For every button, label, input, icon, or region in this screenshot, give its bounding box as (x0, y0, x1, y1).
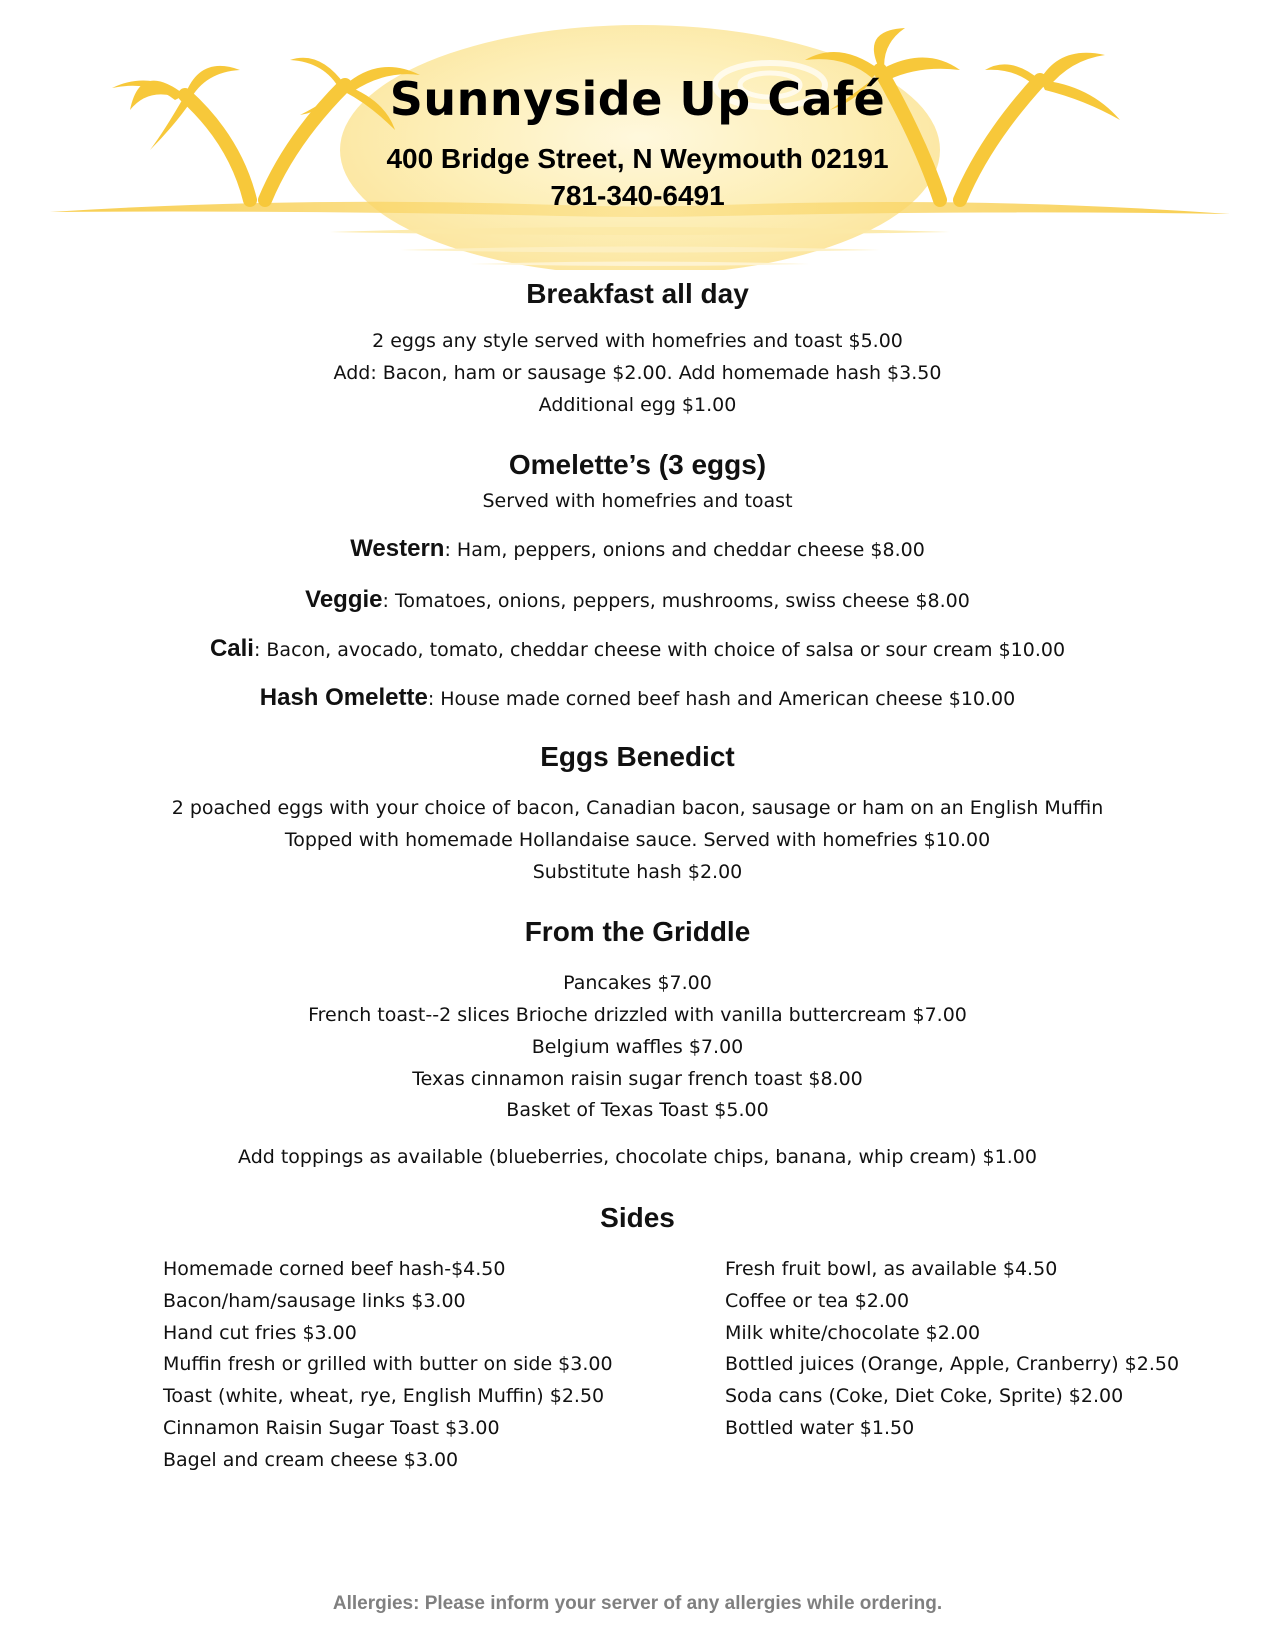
omelette-item (0, 535, 1275, 563)
omelette-name: Veggie (305, 586, 383, 613)
benedict-line: 2 poached eggs with your choice of bacon, Canadian bacon, sausage or ham on an English Muffin (171, 797, 1104, 819)
omelette-desc: : Bacon, avocado, tomato, cheddar cheese with choice of salsa or sour cream $10.00 (253, 639, 1066, 661)
side-item: Hand cut fries $3.00 (163, 1322, 357, 1344)
side-item: Cinnamon Raisin Sugar Toast $3.00 (163, 1417, 500, 1439)
omelettes-subtitle: Served with homefries and toast (482, 490, 793, 512)
omelette-desc: : Ham, peppers, onions and cheddar cheese $8.00 (444, 539, 925, 561)
omelette-name: Cali (209, 635, 254, 662)
side-item: Fresh fruit bowl, as available $4.50 (725, 1258, 1058, 1280)
omelette-desc: : Tomatoes, onions, peppers, mushrooms, swiss cheese $8.00 (382, 590, 970, 612)
side-item: Milk white/chocolate $2.00 (725, 1322, 981, 1344)
omelette-item (0, 684, 1275, 712)
griddle-line: Pancakes $7.00 (563, 972, 712, 994)
section-title-griddle: From the Griddle (524, 916, 751, 947)
cafe-phone: 781-340-6491 (550, 180, 725, 211)
griddle-line: French toast--2 slices Brioche drizzled with vanilla buttercream $7.00 (308, 1004, 967, 1026)
griddle-line: Belgium waffles $7.00 (531, 1036, 744, 1058)
section-title-sides: Sides (600, 1202, 675, 1233)
side-item: Bottled water $1.50 (725, 1417, 915, 1439)
side-item: Bottled juices (Orange, Apple, Cranberry) $2.50 (725, 1353, 1180, 1375)
side-item: Bagel and cream cheese $3.00 (163, 1449, 459, 1471)
breakfast-line: 2 eggs any style served with homefries and toast $5.00 (372, 330, 903, 352)
side-item: Homemade corned beef hash-$4.50 (163, 1258, 506, 1280)
cafe-address: 400 Bridge Street, N Weymouth 02191 (386, 143, 889, 174)
cafe-name: Sunnyside Up Café (389, 72, 886, 126)
breakfast-line: Additional egg $1.00 (538, 394, 737, 416)
omelette-name: Western (350, 535, 445, 562)
benedict-line: Topped with homemade Hollandaise sauce. Served with homefries $10.00 (284, 829, 991, 851)
omelette-item (0, 635, 1275, 663)
griddle-line: Texas cinnamon raisin sugar french toast $8.00 (412, 1068, 863, 1090)
section-title-benedict: Eggs Benedict (540, 741, 735, 772)
side-item: Soda cans (Coke, Diet Coke, Sprite) $2.00 (725, 1385, 1124, 1407)
allergies-notice: Allergies: Please inform your server of any allergies while ordering. (332, 1593, 943, 1614)
breakfast-line: Add: Bacon, ham or sausage $2.00. Add homemade hash $3.50 (333, 362, 942, 384)
side-item: Bacon/ham/sausage links $3.00 (163, 1290, 466, 1312)
omelette-item (0, 586, 1275, 614)
griddle-toppings: Add toppings as available (blueberries, chocolate chips, banana, whip cream) $1.00 (238, 1146, 1037, 1168)
side-item: Coffee or tea $2.00 (725, 1290, 910, 1312)
omelette-name: Hash Omelette (259, 684, 428, 711)
side-item: Toast (white, wheat, rye, English Muffin) $2.50 (163, 1385, 605, 1407)
benedict-line: Substitute hash $2.00 (532, 861, 743, 883)
griddle-line: Basket of Texas Toast $5.00 (506, 1099, 769, 1121)
sunset-palm-banner (0, 0, 1275, 270)
omelette-desc: : House made corned beef hash and American cheese $10.00 (427, 688, 1016, 710)
section-title-omelettes: Omelette’s (3 eggs) (508, 449, 767, 480)
section-title-breakfast: Breakfast all day (526, 278, 749, 309)
side-item: Muffin fresh or grilled with butter on side $3.00 (163, 1353, 613, 1375)
